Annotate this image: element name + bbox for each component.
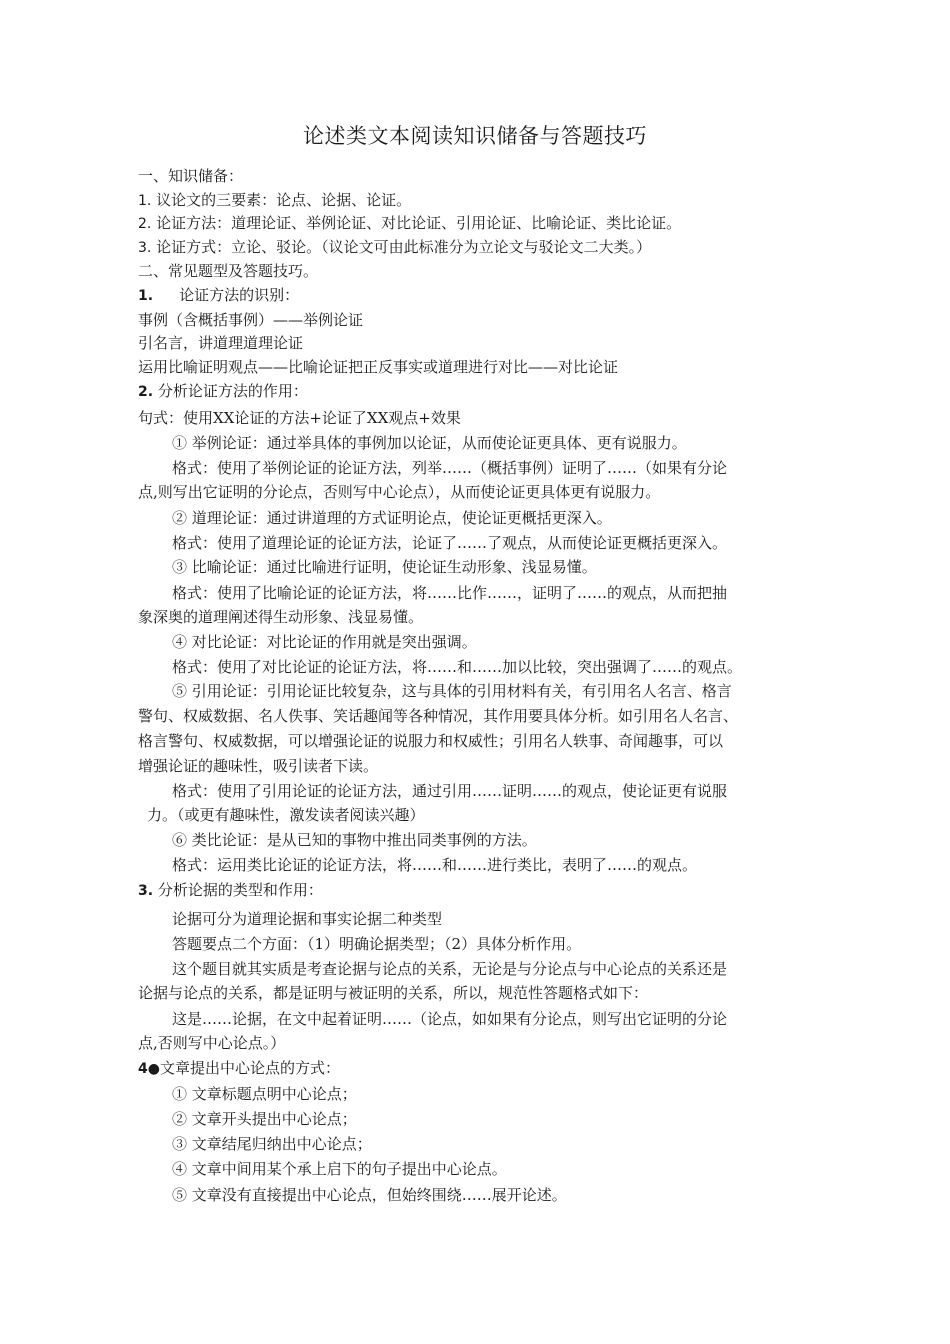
list-item [138, 189, 411, 212]
document-title: 论述类文本阅读知识储备与答题技巧 [303, 124, 647, 148]
subsection-heading [138, 879, 323, 902]
paragraph-line: 象深奥的道理阐述得生动形象、浅显易懂。 [138, 608, 424, 626]
paragraph-line: 增强论证的趣味性，吸引读者下读。 [138, 757, 379, 775]
paragraph-line: 力。（或更有趣味性，激发读者阅读兴趣） [147, 806, 425, 824]
paragraph-line: ⑤ 引用论证：引用论证比较复杂，这与具体的引用材料有关，有引用名人名言、格言 [172, 682, 732, 700]
paragraph-line: 这个题目就其实质是考查论据与论点的关系，无论是与分论点与中心论点的关系还是 [172, 960, 728, 978]
list-item [138, 236, 651, 259]
item-number: 3. [138, 240, 152, 256]
paragraph-line: 点,否则写中心论点。） [138, 1034, 286, 1052]
paragraph-line: 引名言，讲道理道理论证 [138, 334, 304, 352]
list-item: ② 文章开头提出中心论点； [172, 1110, 357, 1128]
paragraph-line: 事例（含概括事例）——举例论证 [138, 311, 364, 329]
subsection-heading [138, 284, 299, 307]
paragraph-line: ④ 对比论证：对比论证的作用就是突出强调。 [172, 633, 477, 651]
item-text: 论证方式：立论、驳论。（议论文可由此标准分为立论文与驳论文二大类。） [156, 238, 652, 256]
paragraph-line: 格式：使用了道理论证的论证方法，论证了……了观点，从而使论证更概括更深入。 [172, 534, 728, 552]
item-number: 2. [138, 216, 152, 232]
paragraph-line: 答题要点二个方面：（1）明确论据类型；（2）具体分析作用。 [172, 935, 582, 953]
paragraph-line: 点,则写出它证明的分论点，否则写中心论点），从而使论证更具体更有说服力。 [138, 483, 661, 501]
paragraph-line: 格式：使用了比喻论证的论证方法，将……比作……，证明了……的观点，从而把抽 [172, 584, 728, 602]
item-number: 4● [138, 1061, 160, 1077]
section-heading-techniques: 二、常见题型及答题技巧。 [138, 262, 319, 280]
subsection-title: 分析论据的类型和作用： [157, 881, 323, 899]
item-number: 1. [138, 193, 152, 209]
paragraph-line: 格式：使用了引用论证的论证方法，通过引用……证明……的观点，使论证更有说服 [172, 782, 728, 800]
paragraph-line: 运用比喻证明观点——比喻论证把正反事实或道理进行对比——对比论证 [138, 358, 619, 376]
subsection-title: 分析论证方法的作用： [157, 382, 308, 400]
paragraph-line: 论据可分为道理论据和事实论据二种类型 [172, 910, 443, 928]
subsection-heading [138, 380, 308, 403]
list-item [138, 212, 681, 235]
item-number: 2. [138, 384, 154, 400]
item-text: 议论文的三要素：论点、论据、论证。 [156, 191, 412, 209]
paragraph-line: ② 道理论证：通过讲道理的方式证明论点，使论证更概括更深入。 [172, 509, 612, 527]
section-heading-knowledge: 一、知识储备： [138, 167, 244, 185]
paragraph-line: 这是……论据，在文中起着证明……（论点，如如果有分论点，则写出它证明的分论 [172, 1010, 728, 1028]
subsection-title: 文章提出中心论点的方式： [159, 1059, 340, 1077]
paragraph-line: 论据与论点的关系，都是证明与被证明的关系，所以，规范性答题格式如下： [138, 984, 649, 1002]
paragraph-line: ⑥ 类比论证：是从已知的事物中推出同类事例的方法。 [172, 831, 537, 849]
item-number: 3. [138, 883, 154, 899]
paragraph-line: 格式：使用了举例论证的论证方法，列举……（概括事例）证明了……（如果有分论 [172, 459, 728, 477]
paragraph-line: 警句、权威数据、名人佚事、笑话趣闻等各种情况，其作用要具体分析。如引用名人名言、 [138, 707, 739, 725]
paragraph-line: ① 举例论证：通过举具体的事例加以论证，从而使论证更具体、更有说服力。 [172, 434, 687, 452]
subsection-heading [138, 1057, 340, 1080]
paragraph-line: 格式：运用类比论证的论证方法，将……和……进行类比，表明了……的观点。 [172, 856, 698, 874]
paragraph-line: 格式：使用了对比论证的论证方法，将……和……加以比较，突出强调了……的观点。 [172, 658, 743, 676]
paragraph-line: ③ 比喻论证：通过比喻进行证明，使论证生动形象、浅显易懂。 [172, 558, 597, 576]
subsection-title: 论证方法的识别： [179, 286, 300, 304]
item-number: 1. [138, 288, 154, 304]
list-item: ④ 文章中间用某个承上启下的句子提出中心论点。 [172, 1160, 507, 1178]
list-item: ③ 文章结尾归纳出中心论点； [172, 1135, 372, 1153]
list-item: ⑤ 文章没有直接提出中心论点，但始终围绕……展开论述。 [172, 1186, 567, 1204]
item-text: 论证方法：道理论证、举例论证、对比论证、引用论证、比喻论证、类比论证。 [156, 214, 682, 232]
paragraph-line: 句式：使用XX论证的方法+论证了XX观点+效果 [138, 409, 461, 427]
paragraph-line: 格言警句、权威数据，可以增强论证的说服力和权威性；引用名人轶事、奇闻趣事，可以 [138, 732, 724, 750]
list-item: ① 文章标题点明中心论点； [172, 1085, 357, 1103]
